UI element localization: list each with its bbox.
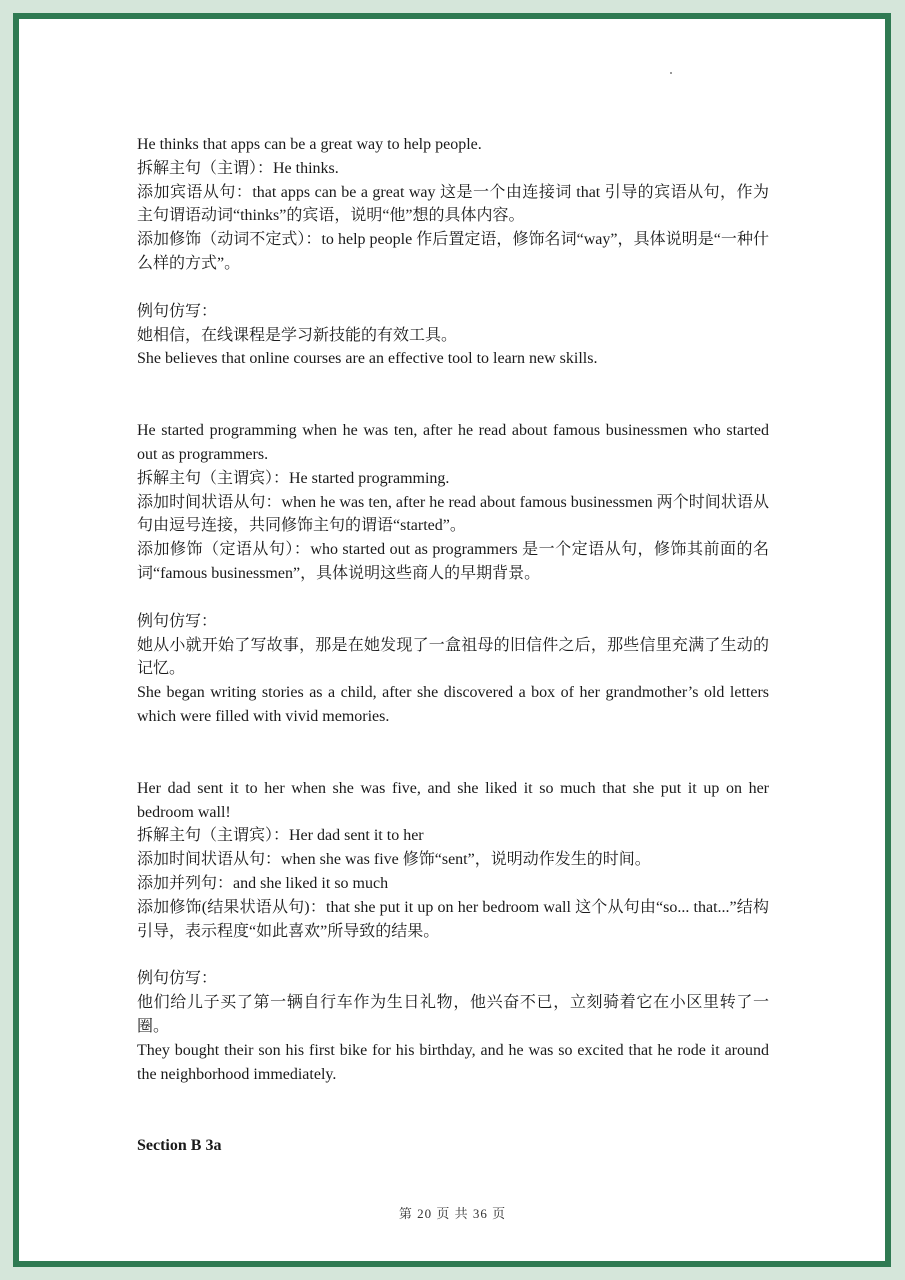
- breakdown-line: 添加宾语从句：that apps can be a great way 这是一个由连接词 that 引导的宾语从句，作为主句谓语动词“thinks”的宾语，说明“他”想的具体内容。: [137, 183, 769, 225]
- breakdown-line: 拆解主句（主谓宾）：Her dad sent it to her: [137, 827, 424, 845]
- page-number-footer: 第 20 页 共 36 页: [398, 1206, 507, 1221]
- example-label: 例句仿写：: [137, 612, 218, 630]
- analysis-block-1: [137, 133, 769, 371]
- example-chinese: 她相信，在线课程是学习新技能的有效工具。: [137, 326, 458, 344]
- analysis-block-3: [137, 777, 769, 1087]
- document-body: [137, 133, 769, 1158]
- source-sentence: He started programming when he was ten, after he read about famous businessmen who started out as programmers.: [137, 422, 769, 463]
- example-chinese: 他们给儿子买了第一辆自行车作为生日礼物，他兴奋不已，立刻骑着它在小区里转了一圈。: [137, 994, 769, 1035]
- section-heading: Section B 3a: [137, 1137, 222, 1155]
- source-sentence: Her dad sent it to her when she was five, and she liked it so much that she put it up on her bedroom wall!: [137, 779, 769, 821]
- breakdown-line: 拆解主句（主谓宾）：He started programming.: [137, 469, 450, 487]
- breakdown-line: 拆解主句（主谓）：He thinks.: [137, 159, 339, 177]
- breakdown-line: 添加并列句：and she liked it so much: [137, 874, 389, 892]
- scan-speck: [670, 72, 672, 74]
- breakdown-line: 添加修饰（动词不定式）：to help people 作后置定语，修饰名词“way”，具体说明是“一种什么样的方式”。: [137, 231, 769, 272]
- breakdown-line: 添加时间状语从句：when she was five 修饰“sent”，说明动作发生的时间。: [137, 851, 651, 869]
- example-english: She began writing stories as a child, after she discovered a box of her grandmother’s old letters which were filled with vivid memories.: [137, 684, 769, 725]
- example-label: 例句仿写：: [137, 302, 218, 320]
- source-sentence: He thinks that apps can be a great way to help people.: [137, 136, 482, 153]
- example-chinese: 她从小就开始了写故事，那是在她发现了一盒祖母的旧信件之后，那些信里充满了生动的记忆。: [137, 636, 769, 678]
- example-label: 例句仿写：: [137, 970, 218, 988]
- breakdown-line: 添加修饰(结果状语从句)：that she put it up on her bedroom wall 这个从句由“so... that...”结构引导，表示程度“如此喜欢”所导致的结果。: [137, 898, 769, 940]
- analysis-block-2: [137, 419, 769, 729]
- breakdown-line: 添加时间状语从句：when he was ten, after he read about famous businessmen 两个时间状语从句由逗号连接，共同修饰主句的谓语“started”。: [137, 493, 769, 535]
- example-english: They bought their son his first bike for his birthday, and he was so excited that he rode it around the neighborhood immediately.: [137, 1041, 769, 1083]
- breakdown-line: 添加修饰（定语从句）：who started out as programmers 是一个定语从句，修饰其前面的名词“famous businessmen”，具体说明这些商人的早期背景。: [137, 541, 769, 582]
- example-english: She believes that online courses are an effective tool to learn new skills.: [137, 350, 598, 368]
